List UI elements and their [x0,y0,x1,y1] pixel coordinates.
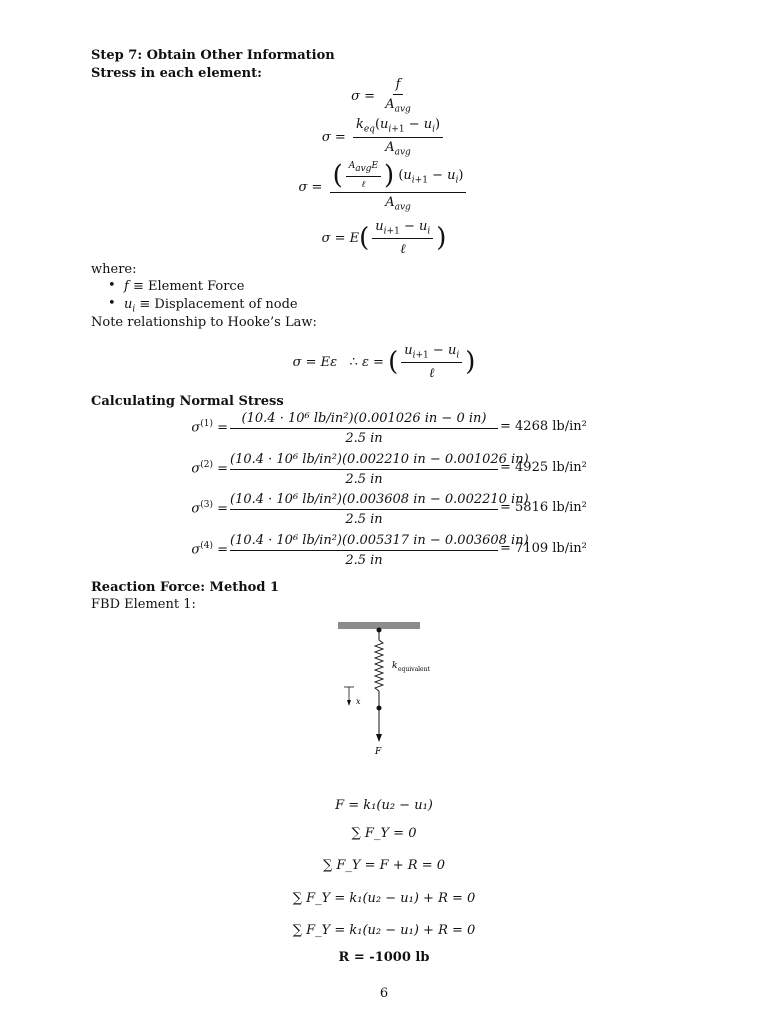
x-label: x [356,697,361,706]
reaction-eq-5: ∑ F_Y = k₁(u₂ − u₁) + R = 0 [292,922,476,938]
force-label: F [375,747,382,757]
fbd-label: FBD Element 1: [91,597,196,612]
definition-list [108,279,298,315]
spring-diagram [330,620,440,760]
list-item: • $u_i$ ≡ Displacement of node [108,297,298,315]
stress-row-4: $\sigma^{(4)}$ = $\frac{\text{(10.4 · 10⁶ lb/in²)(0.005317 in − 0.003608 in)}}{2.5 in}$ = 7109 lb/in² [191,533,587,568]
reaction-eq-4: ∑ F_Y = k₁(u₂ − u₁) + R = 0 [292,890,476,906]
stress-equation-3: σ = ( $\frac{A_{avg}E}{\text{ℓ}}$ ) $(u_{i+1} - u_i)$ $A_{avg}$ [0,162,768,212]
stress-equation-2: σ = $\frac{k_{eq}(u_{i+1} - u_i)}{A_{avg}}$ [0,118,768,156]
reaction-heading: Reaction Force: Method 1 [91,580,280,595]
stress-row-3: $\sigma^{(3)}$ = $\frac{\text{(10.4 · 10⁶ lb/in²)(0.003608 in − 0.002210 in)}}{2.5 in}$ = 5816 lb/in² [191,492,587,527]
force-arrow-icon [376,734,382,742]
reaction-result: R = -1000 lb [338,949,430,965]
stress-equation-1: σ = $\frac{f}{A_{avg}}$ [351,77,411,115]
hooke-note: Note relationship to Hooke’s Law: [91,315,317,330]
where-label: where: [91,262,137,277]
spring-icon [375,640,383,691]
reaction-eq-3: ∑ F_Y = F + R = 0 [322,857,446,873]
reaction-eq-2: ∑ F_Y = 0 [351,825,417,841]
stress-heading: Stress in each element: [91,66,262,81]
normal-stress-heading: Calculating Normal Stress [91,394,284,409]
reaction-eq-1: F = k₁(u₂ − u₁) [335,797,433,813]
fbd-figure [330,620,440,760]
spring-constant-label: k [392,661,398,671]
stress-row-2: $\sigma^{(2)}$ = $\frac{\text{(10.4 · 10⁶ lb/in²)(0.002210 in − 0.001026 in)}}{2.5 in}$ = 4925 lb/in² [191,452,587,487]
stress-equation-4: σ = E ( $\frac{u_{i+1} - u_i}{\text{ℓ}}$ ) [321,218,447,258]
spring-constant-subscript: equivalent [398,666,430,673]
x-arrow-icon [347,700,351,706]
page-number: 6 [379,986,389,1001]
step7-heading: Step 7: Obtain Other Information [91,48,335,63]
list-item: • f ≡ Element Force [108,279,298,297]
hooke-equation: σ = Eε ∴ ε = ( $\frac{u_{i+1} - u_i}{\text{ℓ}}$ ) [292,342,476,382]
stress-row-1: $\sigma^{(1)}$ = $\frac{\text{(10.4 · 10⁶ lb/in²)(0.001026 in − 0 in)}}{2.5 in}$ = 4268 lb/in² [191,411,587,446]
